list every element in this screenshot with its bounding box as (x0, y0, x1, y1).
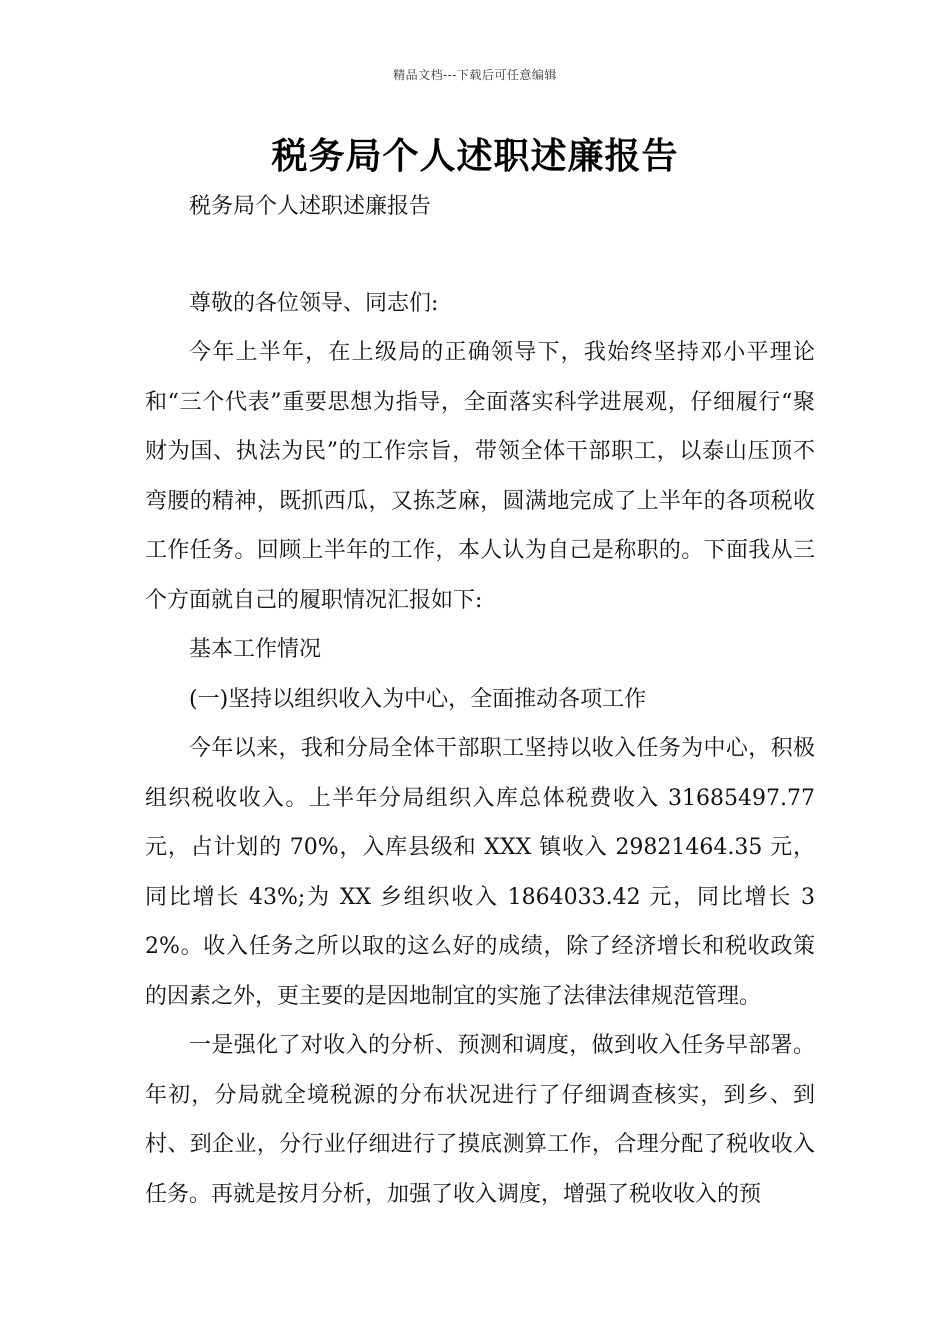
paragraph: 今年以来，我和分局全体干部职工坚持以收入任务为中心，积极组织税收收入。上半年分局组织入库总体税费收入 31685497.77 元，占计划的 70%，入库县级和 XXX 镇收入 29821464.35 元，同比增长 43%;为 XX 乡组织收入 1864033.42 元，同比增长 32%。收入任务之所以取的这么好的成绩，除了经济增长和税收政策的因素之外，更主要的是因地制宜的实施了法律法律规范管理。 (145, 736, 815, 1009)
subsection-heading: (一)坚持以组织收入为中心，全面推动各项工作 (189, 686, 647, 712)
document-title: 税务局个人述职述廉报告 (271, 135, 679, 177)
salutation: 尊敬的各位领导、同志们: (189, 290, 439, 316)
document-subtitle: 税务局个人述职述廉报告 (189, 194, 432, 219)
paragraph: 今年上半年，在上级局的正确领导下，我始终坚持邓小平理论和“三个代表”重要思想为指导，全面落实科学进展观，仔细履行“聚财为国、执法为民”的工作宗旨，带领全体干部职工，以泰山压顶不弯腰的精神，既抓西瓜，又拣芝麻，圆满地完成了上半年的各项税收工作任务。回顾上半年的工作，本人认为自己是称职的。下面我从三个方面就自己的履职情况汇报如下: (145, 340, 815, 613)
paragraph: 一是强化了对收入的分析、预测和调度，做到收入任务早部署。年初，分局就全境税源的分布状况进行了仔细调查核实，到乡、到村、到企业，分行业仔细进行了摸底测算工作，合理分配了税收收入任务。再就是按月分析，加强了收入调度，增强了税收收入的预 (145, 1033, 815, 1207)
section-heading: 基本工作情况 (189, 637, 322, 662)
document-body (145, 182, 815, 1219)
page-header-note: 精品文档---下载后可任意编辑 (393, 68, 557, 82)
